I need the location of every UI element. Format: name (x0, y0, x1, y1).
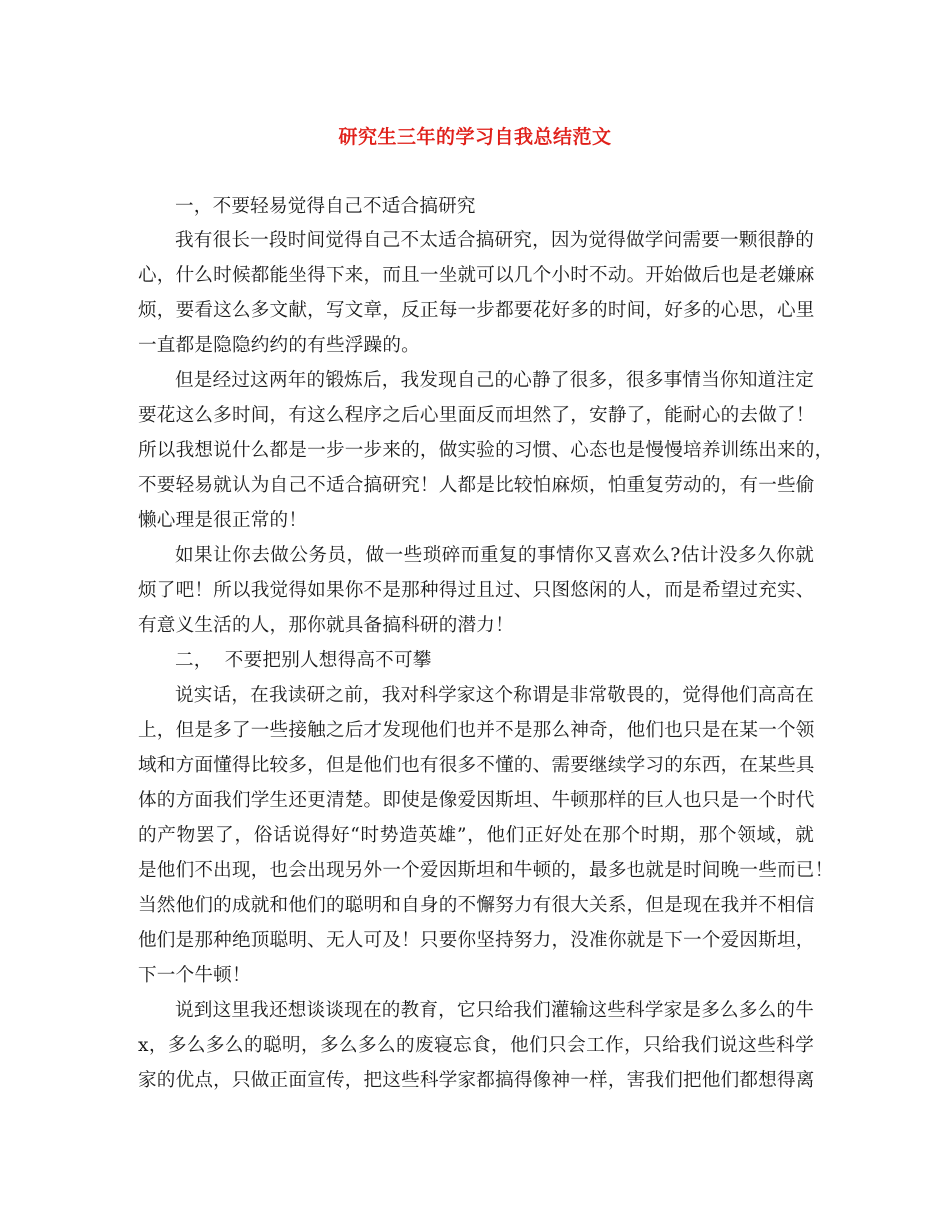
paragraph-line: 上，但是多了一些接触之后才发现他们也并不是那么神奇，他们也只是在某一个领 (138, 720, 815, 741)
paragraph-line: 烦，要看这么多文献，写文章，反正每一步都要花好多的时间，好多的心思，心里 (138, 300, 815, 321)
paragraph-line: 不要轻易就认为自己不适合搞研究！人都是比较怕麻烦，怕重复劳动的，有一些偷 (138, 475, 815, 496)
paragraph-line: 当然他们的成就和他们的聪明和自身的不懈努力有很大关系，但是现在我并不相信 (138, 895, 815, 916)
paragraph-line: 说实话，在我读研之前，我对科学家这个称谓是非常敬畏的，觉得他们高高在 (175, 685, 814, 706)
paragraph-line: 下一个牛顿！ (138, 965, 251, 986)
paragraph-line: 我有很长一段时间觉得自己不太适合搞研究，因为觉得做学问需要一颗很静的 (175, 230, 814, 251)
paragraph-line: 一直都是隐隐约约的有些浮躁的。 (138, 335, 420, 356)
document-title: 研究生三年的学习自我总结范文 (338, 126, 612, 148)
paragraph-line: 如果让你去做公务员，做一些琐碎而重复的事情你又喜欢么?估计没多久你就 (175, 545, 814, 566)
paragraph-line: 烦了吧！所以我觉得如果你不是那种得过且过、只图悠闲的人，而是希望过充实、 (138, 580, 815, 601)
paragraph-line: 家的优点，只做正面宣传，把这些科学家都搞得像神一样，害我们把他们都想得离 (138, 1070, 815, 1091)
paragraph-line: 所以我想说什么都是一步一步来的，做实验的习惯、心态也是慢慢培养训练出来的， (138, 440, 834, 461)
paragraph-line: 但是经过这两年的锻炼后，我发现自己的心静了很多，很多事情当你知道注定 (175, 370, 814, 391)
section-heading-1: 一，不要轻易觉得自己不适合搞研究 (175, 196, 476, 217)
paragraph-line: 体的方面我们学生还更清楚。即使是像爱因斯坦、牛顿那样的巨人也只是一个时代 (138, 790, 815, 811)
paragraph-line: 懒心理是很正常的！ (138, 510, 308, 531)
paragraph-line: 域和方面懂得比较多，但是他们也有很多不懂的、需要继续学习的东西，在某些具 (138, 755, 815, 776)
paragraph-line: x，多么多么的聪明，多么多么的废寝忘食，他们只会工作，只给我们说这些科学 (138, 1035, 814, 1056)
paragraph-line: 心，什么时候都能坐得下来，而且一坐就可以几个小时不动。开始做后也是老嫌麻 (138, 265, 815, 286)
paragraph-line: 他们是那种绝顶聪明、无人可及！只要你坚持努力，没准你就是下一个爱因斯坦， (138, 930, 815, 951)
paragraph-line: 要花这么多时间，有这么程序之后心里面反而坦然了，安静了，能耐心的去做了！ (138, 405, 815, 426)
section-heading-2: 二， 不要把别人想得高不可攀 (175, 650, 432, 671)
paragraph-line: 有意义生活的人，那你就具备搞科研的潜力！ (138, 615, 514, 636)
paragraph-line: 是他们不出现，也会出现另外一个爱因斯坦和牛顿的，最多也就是时间晚一些而已！ (138, 860, 834, 881)
paragraph-line: 的产物罢了，俗话说得好“时势造英雄”，他们正好处在那个时期，那个领域，就 (138, 825, 814, 846)
paragraph-line: 说到这里我还想谈谈现在的教育，它只给我们灌输这些科学家是多么多么的牛 (175, 1000, 814, 1021)
